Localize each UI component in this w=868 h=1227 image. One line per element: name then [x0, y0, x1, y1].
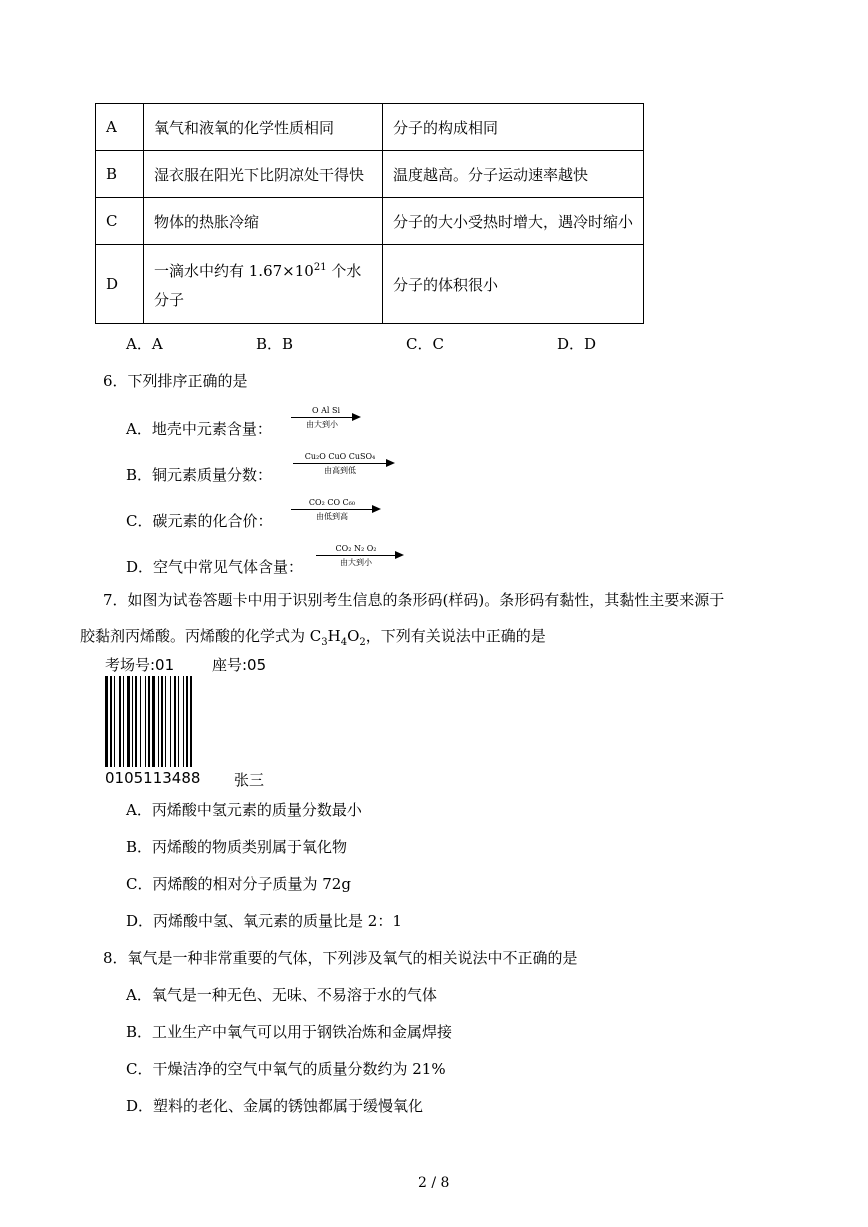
barcode-bar	[135, 676, 137, 767]
phenomenon-exponent: 21	[313, 262, 327, 273]
q6-option-a: A．地壳中元素含量：	[126, 420, 272, 438]
q7-stem-line2: 胶黏剂丙烯酸。丙烯酸的化学式为 $C_3H_4O_2$，下列有关说法中正确的是	[80, 627, 546, 648]
barcode-bar	[152, 676, 155, 767]
q8-option-d: D．塑料的老化、金属的锈蚀都属于缓慢氧化	[126, 1097, 424, 1115]
table-row	[96, 198, 644, 245]
barcode-bar	[145, 676, 146, 767]
arrow-bottom-label: 由低到高	[316, 512, 348, 521]
arrow-bottom-label: 由高到低	[324, 466, 356, 475]
q7-option-a: A．丙烯酸中氢元素的质量分数最小	[126, 801, 362, 819]
barcode-bar	[178, 676, 179, 767]
barcode-bar	[132, 676, 133, 767]
q7-option-d: D．丙烯酸中氢、氧元素的质量比是 2：1	[126, 912, 402, 930]
q6-c-arrow	[291, 498, 381, 524]
arrow-head-icon	[395, 551, 404, 559]
barcode-bar	[114, 676, 115, 767]
arrow-head-icon	[372, 505, 381, 513]
q8-option-a: A．氧气是一种无色、无味、不易溶于水的气体	[126, 986, 437, 1004]
q6-stem: 6．下列排序正确的是	[103, 372, 248, 390]
q6-option-c: C．碳元素的化合价：	[126, 512, 273, 530]
arrow-top-label: CO₂ N₂ O₂	[335, 544, 377, 553]
phenomenon-text-pre: 一滴水中约有 1.67×10	[154, 262, 314, 280]
phenomenon-text-post: 个水分子	[154, 262, 362, 309]
q6-d-arrow	[316, 544, 404, 570]
barcode-bar	[165, 676, 166, 767]
q7-option-c: C．丙烯酸的相对分子质量为 72g	[126, 875, 351, 893]
barcode-header-left: 考场号:01	[105, 656, 175, 674]
explanation-cell: 温度越高。分子运动速率越快	[383, 151, 644, 198]
phenomenon-cell: 氧气和液氧的化学性质相同	[144, 104, 383, 151]
row-label: D	[96, 245, 144, 324]
arrow-bottom-label: 由大到小	[340, 558, 372, 567]
q5-table	[95, 103, 644, 324]
q7-option-b: B．丙烯酸的物质类别属于氧化物	[126, 838, 348, 856]
barcode-name: 张三	[234, 771, 265, 789]
explanation-cell: 分子的构成相同	[383, 104, 644, 151]
q8-stem: 8．氧气是一种非常重要的气体，下列涉及氧气的相关说法中不正确的是	[103, 949, 578, 967]
barcode-bar	[105, 676, 108, 767]
q5-option-d: D．D	[557, 335, 597, 353]
q6-option-b: B．铜元素质量分数：	[126, 466, 273, 484]
barcode-bar	[186, 676, 188, 767]
row-label: B	[96, 151, 144, 198]
arrow-top-label: O Al Si	[311, 406, 341, 415]
arrow-top-label: Cu₂O CuO CuSO₄	[304, 452, 376, 461]
q7-stem-line1: 7．如图为试卷答题卡中用于识别考生信息的条形码(样码)。条形码有黏性，其黏性主要来源于	[103, 591, 725, 609]
phenomenon-cell: 湿衣服在阳光下比阴凉处干得快	[144, 151, 383, 198]
barcode-bar	[161, 676, 163, 767]
q8-option-b: B．工业生产中氧气可以用于钢铁冶炼和金属焊接	[126, 1023, 453, 1041]
q5-option-c: C．C	[406, 335, 444, 353]
q5-option-a: A．A	[126, 335, 163, 353]
arrow-bottom-label: 由大到小	[306, 420, 338, 429]
barcode-header-right: 座号:05	[212, 656, 267, 674]
barcode-bar	[127, 676, 130, 767]
barcode-bar	[123, 676, 124, 767]
barcode-bar	[174, 676, 176, 767]
barcode-number: 0105113488	[105, 769, 201, 787]
row-label: A	[96, 104, 144, 151]
phenomenon-cell	[144, 245, 383, 324]
table-row	[96, 104, 644, 151]
arrow-head-icon	[352, 413, 361, 421]
q6-b-arrow	[293, 452, 395, 478]
arrow-top-label: CO₂ CO C₆₀	[308, 498, 356, 507]
phenomenon-cell: 物体的热胀冷缩	[144, 198, 383, 245]
explanation-cell: 分子的大小受热时增大，遇冷时缩小	[383, 198, 644, 245]
table-row	[96, 245, 644, 324]
barcode-bar	[158, 676, 159, 767]
table-row	[96, 151, 644, 198]
row-label: C	[96, 198, 144, 245]
barcode-bar	[170, 676, 171, 767]
barcode-bar	[140, 676, 141, 767]
page-number: 2 / 8	[418, 1175, 450, 1191]
barcode-bar	[183, 676, 184, 767]
barcode-bar	[190, 676, 192, 767]
q5-option-b: B．B	[256, 335, 294, 353]
barcode-bar	[119, 676, 121, 767]
barcode-bar	[148, 676, 150, 767]
q6-option-d: D．空气中常见气体含量：	[126, 558, 304, 576]
arrow-head-icon	[386, 459, 395, 467]
q6-a-arrow	[291, 406, 361, 432]
explanation-cell: 分子的体积很小	[383, 245, 644, 324]
q8-option-c: C．干燥洁净的空气中氧气的质量分数约为 21%	[126, 1060, 446, 1078]
barcode-bar	[110, 676, 112, 767]
